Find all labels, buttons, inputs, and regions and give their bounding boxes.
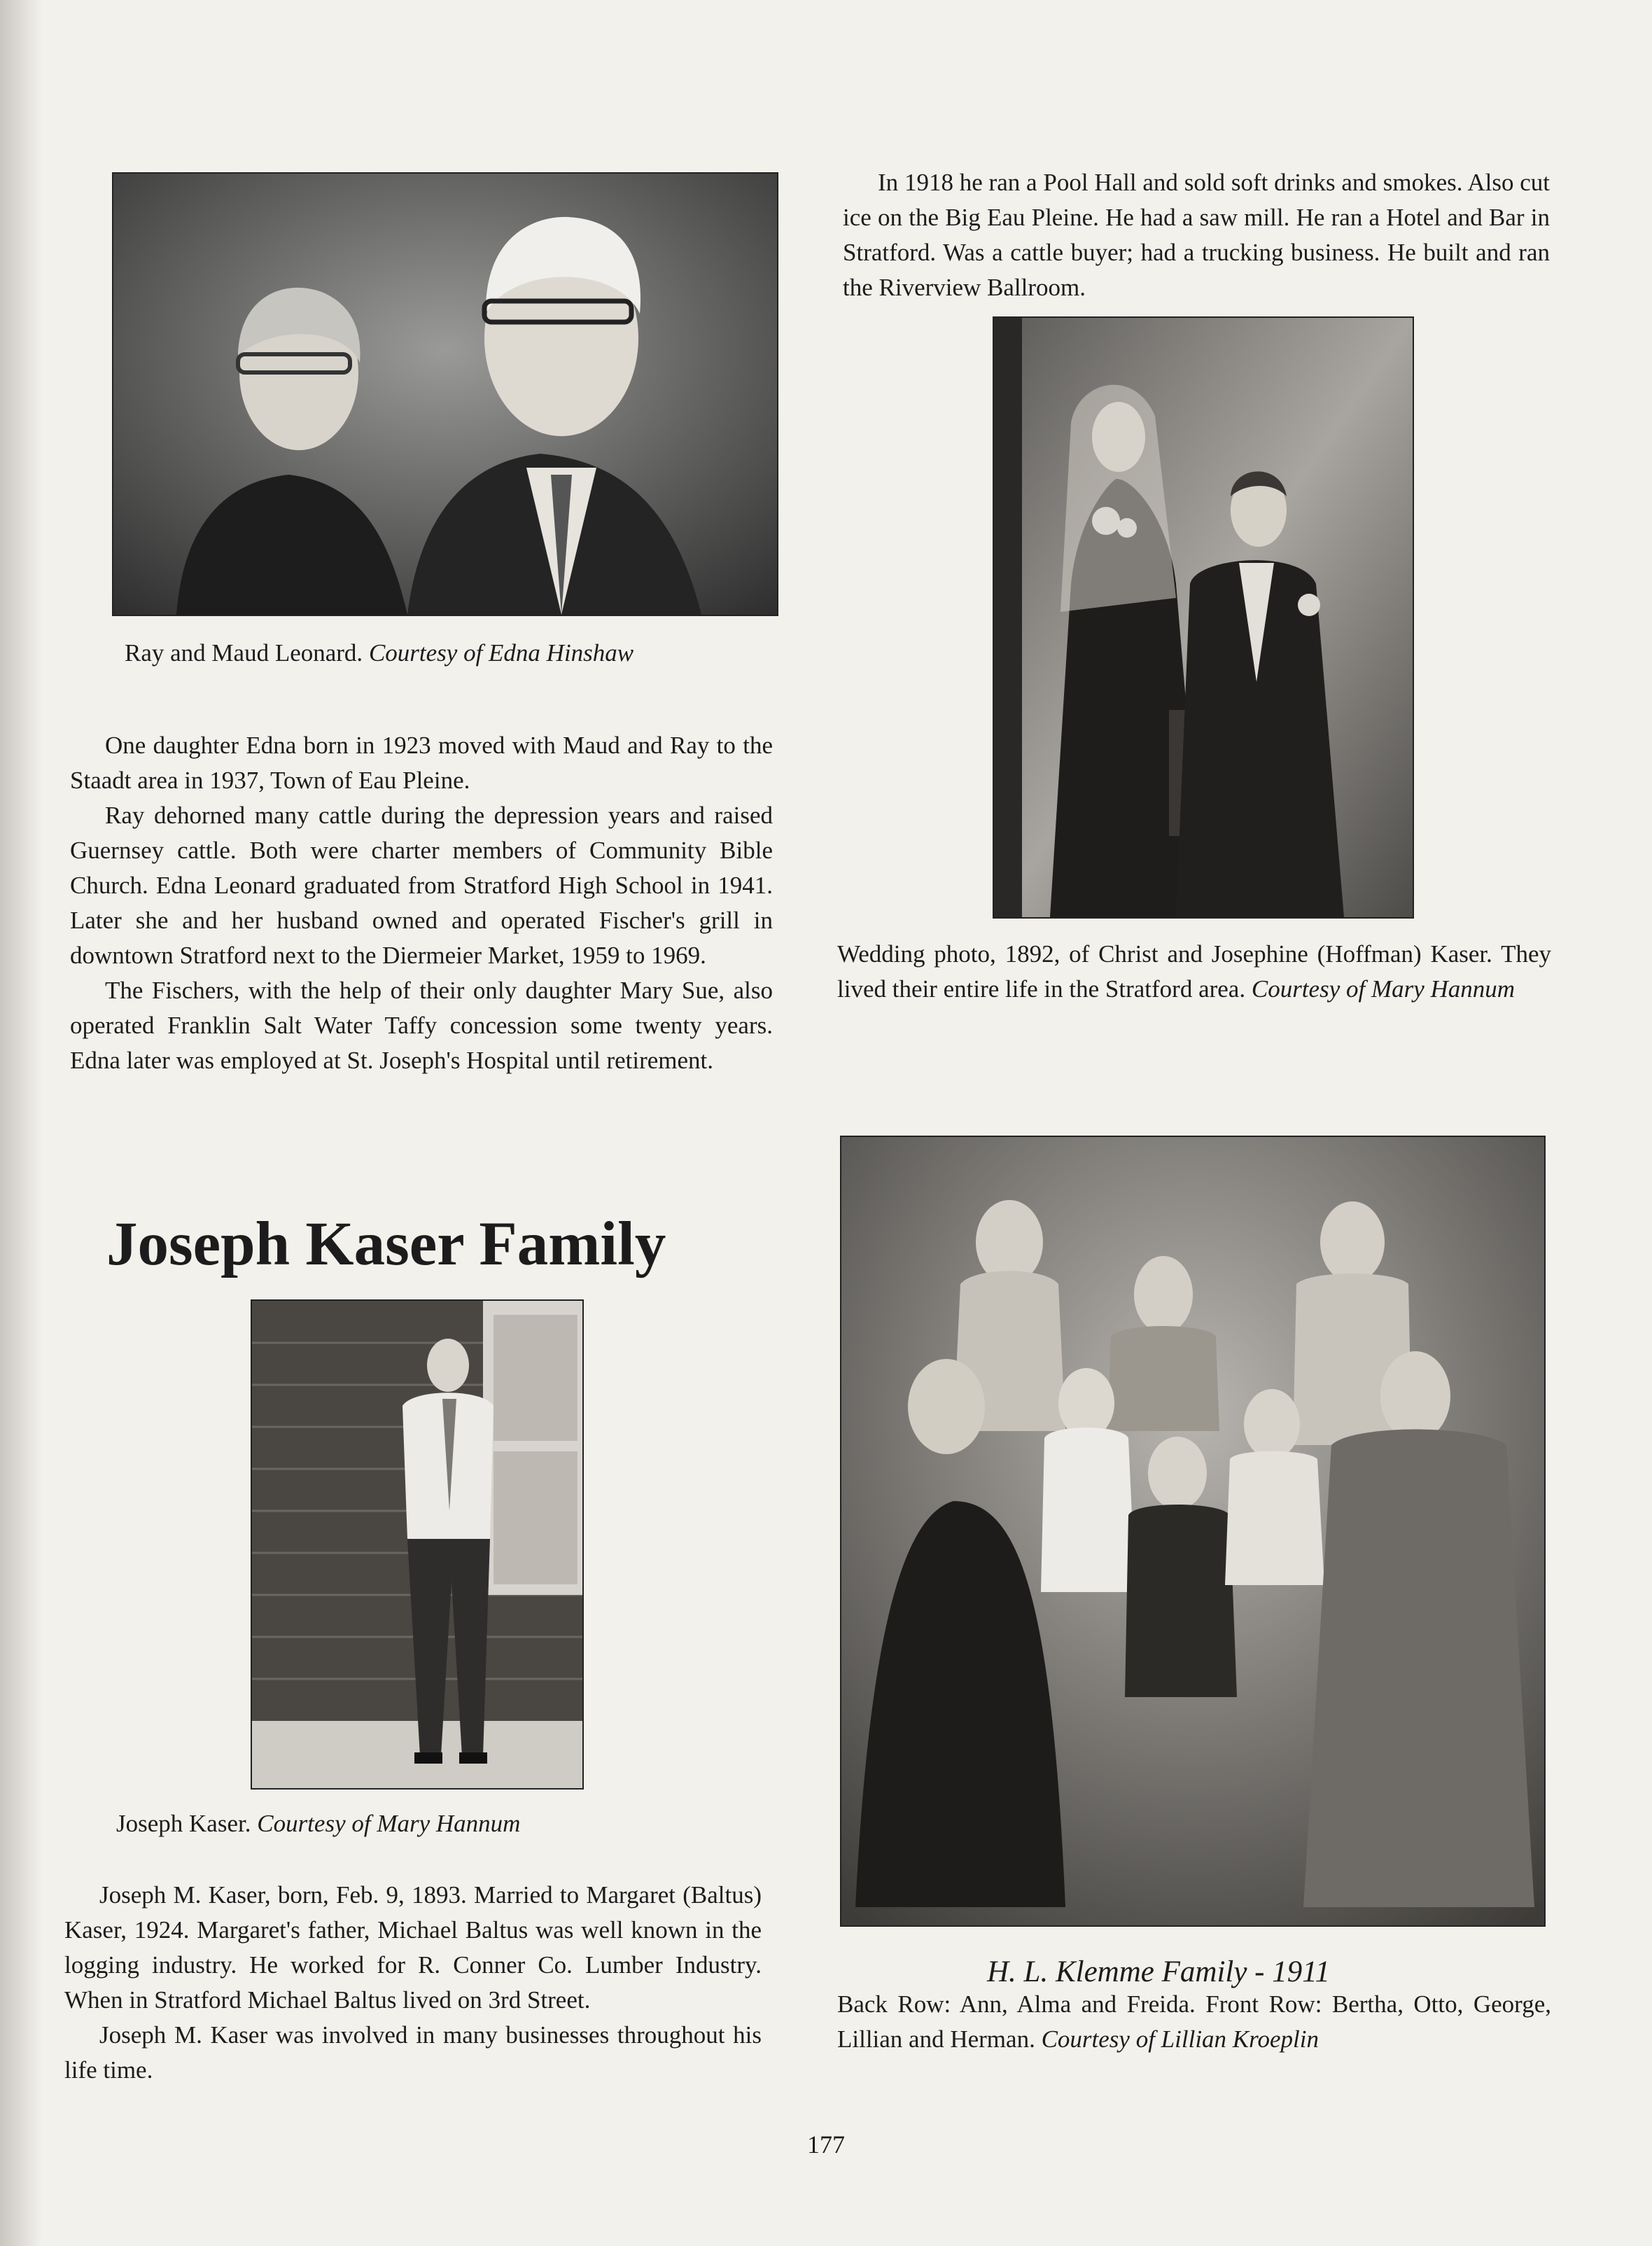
leonard-caption-names: Ray and Maud Leonard. bbox=[125, 639, 363, 667]
joseph-caption-credit: Courtesy of Mary Hannum bbox=[257, 1810, 521, 1837]
page-binding-shadow bbox=[0, 0, 42, 2246]
kaser-businesses-text bbox=[843, 165, 1550, 305]
section-heading: Joseph Kaser Family bbox=[106, 1210, 666, 1278]
paragraph: One daughter Edna born in 1923 moved with Maud and Ray to the Staadt area in 1937, Town of Eau Pleine. bbox=[70, 732, 773, 794]
joseph-kaser-photo bbox=[251, 1299, 584, 1790]
leonard-caption-credit: Courtesy of Edna Hinshaw bbox=[368, 639, 634, 667]
paragraph: In 1918 he ran a Pool Hall and sold soft drinks and smokes. Also cut ice on the Big Eau Pleine. He had a saw mill. He ran a Hotel and Bar in Stratford. Was a cattle buyer; had a trucking business. He built and ran the Riverview Ballroom. bbox=[843, 169, 1550, 301]
paragraph: The Fischers, with the help of their only daughter Mary Sue, also operated Franklin Salt Water Taffy concession some twenty years. Edna later was employed at St. Joseph's Hospital until retirement. bbox=[70, 977, 773, 1074]
joseph-photo-caption bbox=[116, 1806, 746, 1841]
klemme-caption-credit: Courtesy of Lillian Kroeplin bbox=[1041, 2025, 1319, 2053]
klemme-photo-title: H. L. Klemme Family - 1911 bbox=[987, 1955, 1331, 1988]
wedding-caption-credit: Courtesy of Mary Hannum bbox=[1251, 975, 1516, 1003]
joseph-caption-names: Joseph Kaser. bbox=[116, 1810, 251, 1837]
paragraph: Ray dehorned many cattle during the depression years and raised Guernsey cattle. Both were charter members of Community Bible Church. Edna Leonard graduated from Stratford High School in 1941. Later she and her husband owned and operated Fischer's grill in downtown Stratford next to the Diermeier Market, 1959 to 1969. bbox=[70, 802, 773, 969]
leonard-photo-caption bbox=[125, 636, 783, 671]
klemme-caption-text: Back Row: Ann, Alma and Freida. Front Row: Bertha, Otto, George, Lillian and Herman. bbox=[837, 1990, 1551, 2053]
page-number: 177 bbox=[807, 2130, 845, 2158]
wedding-caption-text: Wedding photo, 1892, of Christ and Josephine (Hoffman) Kaser. They lived their entire life in the Stratford area. bbox=[837, 940, 1551, 1003]
kaser-wedding-photo bbox=[993, 316, 1414, 919]
leonard-portrait-photo bbox=[112, 172, 778, 616]
paragraph: Joseph M. Kaser, born, Feb. 9, 1893. Married to Margaret (Baltus) Kaser, 1924. Margaret's father, Michael Baltus was well known in the logging industry. He worked for R. Conner Co. Lumber Industry. When in Stratford Michael Baltus lived on 3rd Street. bbox=[64, 1881, 762, 2014]
klemme-family-photo bbox=[840, 1136, 1546, 1927]
leonard-family-text bbox=[70, 728, 773, 1078]
joseph-kaser-text bbox=[64, 1878, 762, 2088]
paragraph: Joseph M. Kaser was involved in many businesses throughout his life time. bbox=[64, 2021, 762, 2084]
wedding-photo-caption bbox=[837, 937, 1551, 1007]
klemme-photo-caption bbox=[837, 1987, 1551, 2057]
